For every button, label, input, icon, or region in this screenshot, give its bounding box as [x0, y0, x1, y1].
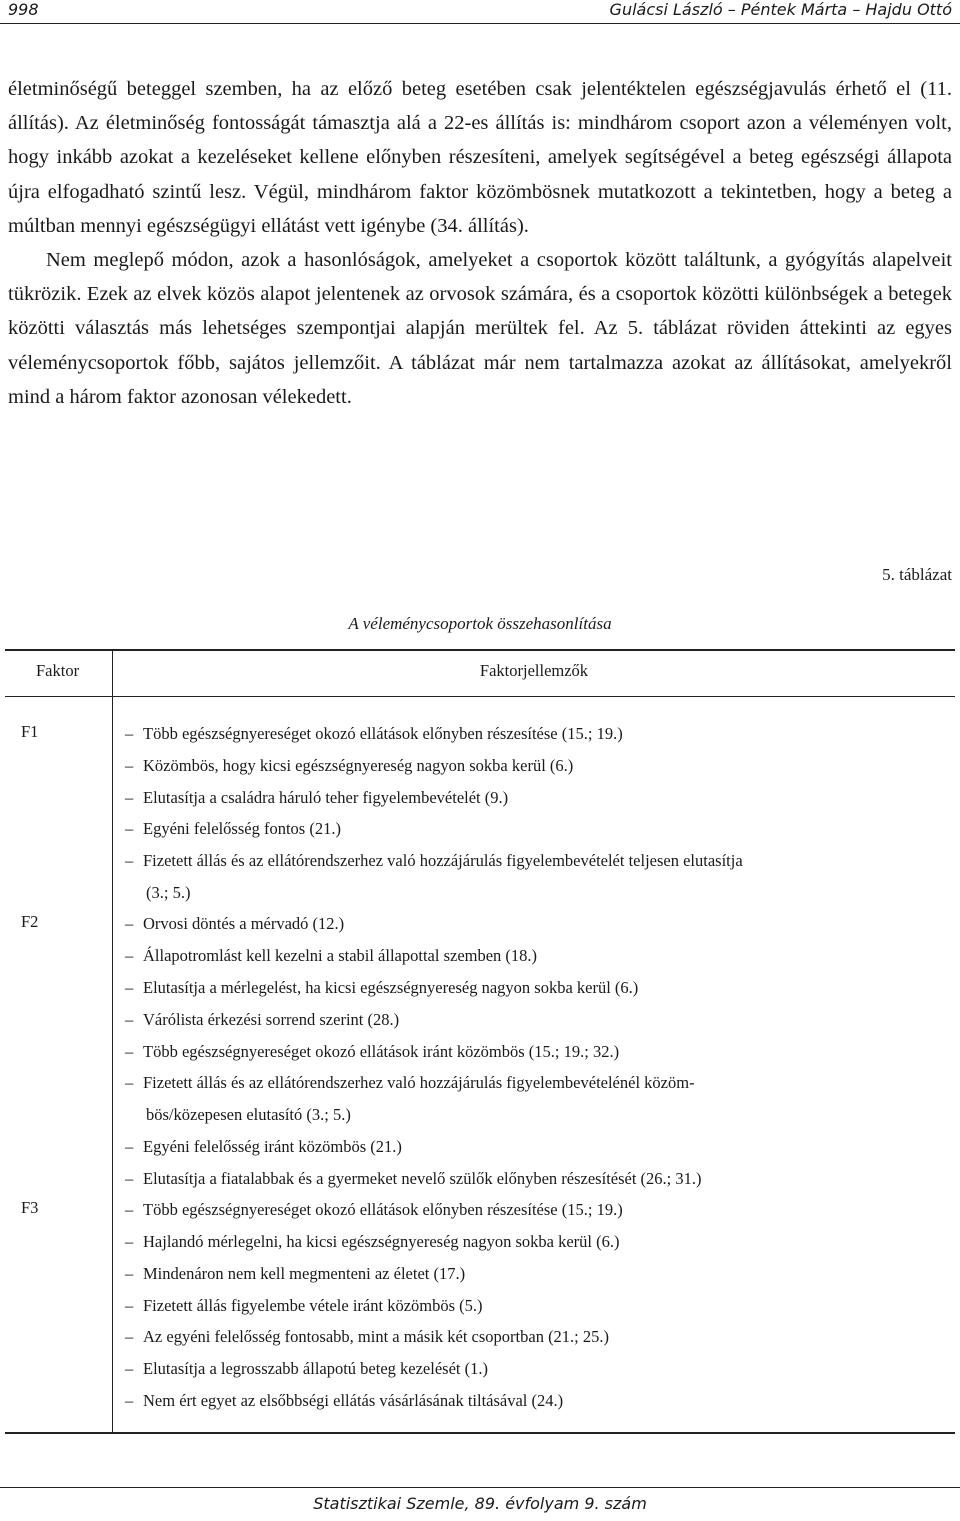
- factor-label-f3: F3: [21, 1198, 39, 1217]
- item-text-continuation: bös/közepesen elutasító (3.; 5.): [146, 1104, 351, 1124]
- table-item: [125, 1036, 925, 1068]
- table-item: [125, 1385, 925, 1417]
- running-head-authors: Gulácsi László – Péntek Márta – Hajdu Ottó: [609, 0, 952, 19]
- table-item: [125, 1258, 925, 1290]
- item-text: Több egészségnyereséget okozó ellátások előnyben részesítése (15.; 19.): [143, 724, 623, 743]
- table-title: A véleménycsoportok összehasonlítása: [348, 614, 612, 633]
- item-text: Nem ért egyet az elsőbbségi ellátás vásárlásának tiltásával (24.): [143, 1391, 564, 1410]
- dash: –: [125, 1359, 134, 1378]
- running-header: [0, 0, 960, 26]
- table-item: [125, 972, 925, 1004]
- table-item: [125, 1353, 925, 1385]
- table-item: [125, 750, 925, 782]
- table-header-rule: [5, 696, 955, 697]
- item-text: Elutasítja a mérlegelést, ha kicsi egészségnyereség nagyon sokba kerül (6.): [143, 978, 639, 997]
- table-column-divider: [112, 649, 113, 1434]
- item-text: Egyéni felelősség fontos (21.): [143, 819, 341, 838]
- dash: –: [125, 1137, 134, 1156]
- table-bottom-rule: [5, 1432, 955, 1434]
- table-top-rule: [5, 649, 955, 651]
- dash: –: [125, 1169, 134, 1188]
- dash: –: [125, 1264, 134, 1283]
- item-text: Elutasítja a családra háruló teher figyelembevételét (9.): [143, 788, 509, 807]
- table-item: [125, 1321, 925, 1353]
- journal-footer: Statisztikai Szemle, 89. évfolyam 9. szám: [313, 1494, 647, 1513]
- dash: –: [125, 1010, 134, 1029]
- dash: –: [125, 1042, 134, 1061]
- table-item: [125, 813, 925, 845]
- table-item: [125, 1004, 925, 1036]
- dash: –: [125, 1296, 134, 1315]
- dash: –: [125, 756, 134, 775]
- table-item: [125, 908, 925, 940]
- item-text: Elutasítja a legrosszabb állapotú beteg kezelését (1.): [143, 1359, 488, 1378]
- dash: –: [125, 978, 134, 997]
- body-paragraph-1: életminőségű beteggel szemben, ha az előző beteg esetében csak jelentéktelen egészségjavulás érhető el (11. állítás). Az életminőség fontosságát támasztja alá a 22-es állítás is: mindhárom csoport azon a véleményen volt, hogy inkább azokat a kezeléseket kellene előnyben részesíteni, amelyek segítségével a beteg egészségi állapota újra elfogadható szintű lesz. Végül, mindhárom faktor közömbösnek mutatkozott a tekintetben, hogy a beteg a múltban mennyi egészségügyi ellátást vett igénybe (34. állítás).: [8, 78, 952, 237]
- table-item: [125, 940, 925, 972]
- page-number: 998: [8, 0, 39, 19]
- table-item: [125, 1131, 925, 1163]
- factor-label-f1: F1: [21, 722, 39, 741]
- table-item: [125, 1290, 925, 1322]
- item-text-continuation: (3.; 5.): [146, 882, 191, 902]
- item-text: Több egészségnyereséget okozó ellátások előnyben részesítése (15.; 19.): [143, 1200, 623, 1219]
- item-text: Várólista érkezési sorrend szerint (28.): [143, 1010, 400, 1029]
- item-text: Mindenáron nem kell megmenteni az életet (17.): [143, 1264, 466, 1283]
- column-header-factor: Faktor: [36, 661, 80, 680]
- dash: –: [125, 1391, 134, 1410]
- table-item: [125, 718, 925, 750]
- item-text: Állapotromlást kell kezelni a stabil állapottal szemben (18.): [143, 946, 538, 965]
- dash: –: [125, 1232, 134, 1251]
- header-rule: [0, 23, 960, 24]
- dash: –: [125, 724, 134, 743]
- dash: –: [125, 851, 134, 870]
- item-text: Közömbös, hogy kicsi egészségnyereség nagyon sokba kerül (6.): [143, 756, 574, 775]
- dash: –: [125, 1073, 134, 1092]
- table-number: 5. táblázat: [882, 565, 952, 584]
- dash: –: [125, 914, 134, 933]
- dash: –: [125, 946, 134, 965]
- dash: –: [125, 788, 134, 807]
- body-text: [8, 72, 952, 414]
- item-text: Több egészségnyereséget okozó ellátások iránt közömbös (15.; 19.; 32.): [143, 1042, 620, 1061]
- table-item: [125, 1163, 925, 1195]
- item-text: Fizetett állás figyelembe vétele iránt közömbös (5.): [143, 1296, 483, 1315]
- item-text: Az egyéni felelősség fontosabb, mint a másik két csoportban (21.; 25.): [143, 1327, 610, 1346]
- body-paragraph-2: Nem meglepő módon, azok a hasonlóságok, amelyeket a csoportok között találtunk, a gyógyítás alapelveit tükrözik. Ezek az elvek közös alapot jelentenek az orvosok számára, és a csoportok közötti különbségek a betegek közötti választás más lehetséges szempontjai alapján merültek fel. Az 5. táblázat röviden áttekinti az egyes véleménycsoportok főbb, sajátos jellemzőit. A táblázat már nem tartalmazza azokat az állításokat, amelyekről mind a három faktor azonosan vélekedett.: [8, 249, 952, 408]
- table-item: [125, 845, 955, 908]
- footer-rule: [0, 1487, 960, 1488]
- column-header-characteristics: Faktorjellemzők: [479, 661, 589, 680]
- factor-label-f2: F2: [21, 912, 39, 931]
- table-item: [125, 782, 925, 814]
- item-text: Fizetett állás és az ellátórendszerhez való hozzájárulás figyelembevételét teljesen elutasítja: [143, 851, 743, 870]
- item-text: Fizetett állás és az ellátórendszerhez való hozzájárulás figyelembevételénél közöm-: [143, 1073, 695, 1092]
- dash: –: [125, 1200, 134, 1219]
- table-item: [125, 1226, 925, 1258]
- table-item: [125, 1194, 925, 1226]
- table-item: [125, 1067, 925, 1130]
- item-text: Egyéni felelősség iránt közömbös (21.): [143, 1137, 402, 1156]
- item-text: Hajlandó mérlegelni, ha kicsi egészségnyereség nagyon sokba kerül (6.): [143, 1232, 620, 1251]
- item-text: Orvosi döntés a mérvadó (12.): [143, 914, 345, 933]
- item-text: Elutasítja a fiatalabbak és a gyermeket nevelő szülők előnyben részesítését (26.; 31.): [143, 1169, 702, 1188]
- dash: –: [125, 1327, 134, 1346]
- dash: –: [125, 819, 134, 838]
